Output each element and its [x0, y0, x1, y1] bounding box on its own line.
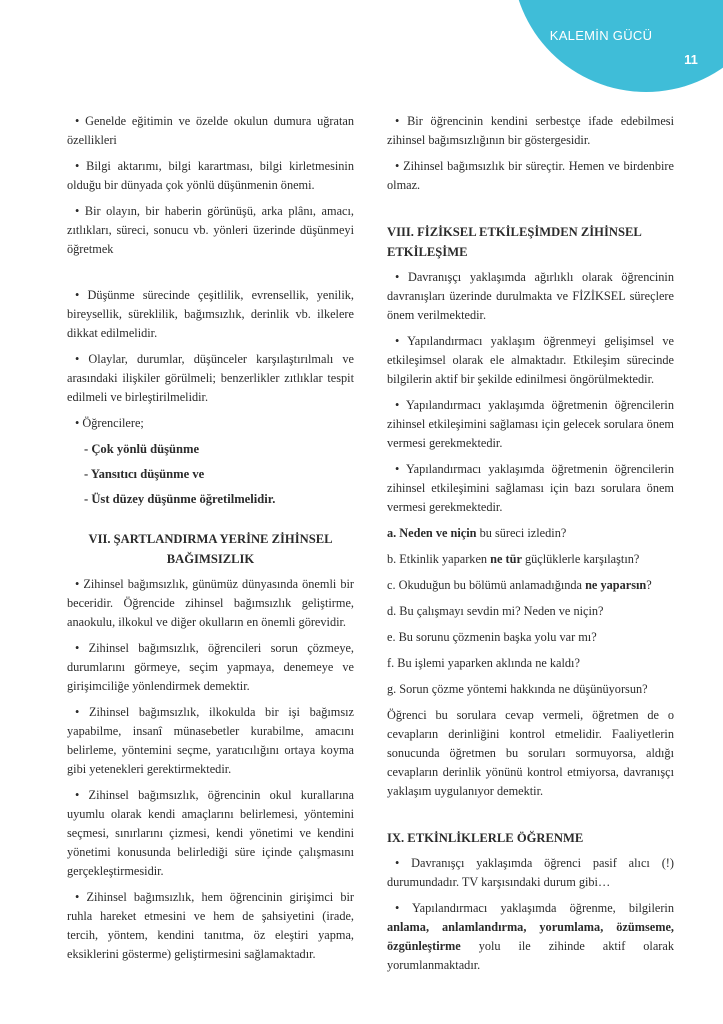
paragraph: • Yapılandırmacı yaklaşımda öğretmenin öğrencilerin zihinsel etkileşimini sağlaması için bazı sorulara önem vermesi gerekmektedir.: [387, 462, 674, 514]
paragraph-text: • Yapılandırmacı yaklaşımda öğrenme, bilgilerin: [395, 901, 674, 915]
question-e: e. Bu sorunu çözmenin başka yolu var mı?: [387, 630, 597, 644]
section-heading: IX. ETKİNLİKLERLE ÖĞRENME: [387, 831, 584, 845]
section-heading: VII. ŞARTLANDIRMA YERİNE ZİHİNSEL BAĞIMSIZLIK: [88, 532, 333, 566]
list-item: - Çok yönlü düşünme: [84, 442, 200, 456]
left-column: [67, 112, 354, 971]
paragraph: Öğrenci bu sorulara cevap vermeli, öğretmen de o cevapların derinliğini kontrol etmelidir. Faaliyetlerin sonucunda öğretmen bu soruları sormuyorsa, aldığı cevapların derinlik yönünü kontrol etmiyorsa, davranışçı yaklaşım uygulanıyor demektir.: [387, 708, 674, 798]
paragraph-emphasis: anlama, anlamlandırma, yorumlama, özümseme, özgünleştirme: [387, 920, 674, 953]
question-g: g. Sorun çözme yöntemi hakkında ne düşünüyorsun?: [387, 682, 648, 696]
question-f: f. Bu işlemi yaparken aklında ne kaldı?: [387, 656, 580, 670]
paragraph: • Zihinsel bağımsızlık, hem öğrencinin girişimci bir ruhla hareket etmesini ve hem de şahsiyetini (irade, tercih, yöntem, kendini tanıtma, öz eleştiri yapma, eksiklerini gösterme) geliştirmesini sağlamaktadır.: [67, 890, 354, 961]
list-item: - Yansıtıcı düşünme ve: [84, 467, 205, 481]
paragraph-text: yolu ile zihinde aktif olarak yorumlanmaktadır.: [387, 939, 674, 972]
paragraph: • Davranışçı yaklaşımda ağırlıklı olarak öğrencinin davranışları üzerinde durulmakta ve FİZİKSEL süreçlere önem verilmektedir.: [387, 270, 674, 322]
paragraph: • Zihinsel bağımsızlık, ilkokulda bir işi bağımsız yapabilme, insanî münasebetler kurabilme, amacını belirleme, yöntemini seçme, yaratıcılığını ortaya koyma gibi yetenekleri gerektirmektedir.: [67, 705, 354, 776]
paragraph: • Olaylar, durumlar, düşünceler karşılaştırılmalı ve arasındaki ilişkiler görülmeli; benzerlikler zıtlıklar tespit edilmeli ve birleştirilmelidir.: [67, 352, 354, 404]
paragraph: • Bir öğrencinin kendini serbestçe ifade edebilmesi zihinsel bağımsızlığının bir göstergesidir.: [387, 114, 674, 147]
page-number: 11: [684, 52, 698, 67]
paragraph: • Davranışçı yaklaşımda öğrenci pasif alıcı (!) durumundadır. TV karşısındaki durum gibi…: [387, 856, 674, 889]
paragraph: • Zihinsel bağımsızlık bir süreçtir. Hemen ve birdenbire olmaz.: [387, 159, 674, 192]
paragraph: • Zihinsel bağımsızlık, öğrencileri sorun çözmeye, durumlarını görmeye, seçim yapmaya, denemeye ve girişimciliğe yönlendirmek demektir.: [67, 641, 354, 693]
paragraph: • Zihinsel bağımsızlık, günümüz dünyasında önemli bir beceridir. Öğrencide zihinsel bağımsızlık geliştirme, anaokulu, ilkokul ve diğer okulların en önemli görevidir.: [67, 577, 354, 629]
paragraph: • Düşünme sürecinde çeşitlilik, evrensellik, yenilik, bireysellik, süreklilik, bağımsızlık, derinlik vb. ilkelere dikkat edilmelidir.: [67, 288, 354, 340]
paragraph: [387, 899, 674, 975]
question-text: b. Etkinlik yaparken: [387, 552, 491, 566]
question-c: [387, 576, 674, 595]
question-emphasis: ne tür: [490, 552, 522, 566]
question-text: c. Okuduğun bu bölümü anlamadığında: [387, 578, 586, 592]
paragraph: • Bilgi aktarımı, bilgi karartması, bilgi kirletmesinin olduğu bir dünyada çok yönlü düşünmenin önemi.: [67, 159, 354, 192]
paragraph: • Zihinsel bağımsızlık, öğrencinin okul kurallarına uyumlu olarak kendi amaçlarını belirlemesi, yöntemini seçmesi, sınırlarını çizmesi, kendi yönetimi ve kendini yönetimi konusunda belirlediği süre içinde çalışmasını gerçekleştirmesidir.: [67, 788, 354, 878]
question-text: bu süreci izledin?: [476, 526, 567, 540]
question-d: d. Bu çalışmayı sevdin mi? Neden ve niçin?: [387, 604, 604, 618]
paragraph: • Öğrencilere;: [75, 416, 144, 430]
question-text: güçlüklerle karşılaştın?: [521, 552, 640, 566]
question-emphasis: a. Neden ve niçin: [387, 526, 477, 540]
question-b: [387, 550, 674, 569]
paragraph: • Yapılandırmacı yaklaşım öğrenmeyi gelişimsel ve etkileşimsel olarak ele almaktadır. Etkileşim sürecinde bilgilerin aktif bir şekilde edinilmesi öngörülmektedir.: [387, 334, 674, 386]
question-text: ?: [646, 578, 652, 592]
header-badge: [512, 0, 723, 92]
paragraph: • Yapılandırmacı yaklaşımda öğretmenin öğrencilerin zihinsel etkileşimini sağlaması için gelecek sorulara önem vermesi gerekmektedir.: [387, 398, 674, 450]
brand-title: KALEMİN GÜCÜ: [549, 28, 653, 43]
question-emphasis: ne yaparsın: [585, 578, 647, 592]
question-a: [387, 524, 674, 543]
section-heading: VIII. FİZİKSEL ETKİLEŞİMDEN ZİHİNSEL ETKİLEŞİME: [387, 225, 642, 259]
list-item: - Üst düzey düşünme öğretilmelidir.: [84, 492, 276, 506]
paragraph: • Genelde eğitimin ve özelde okulun dumura uğratan özellikleri: [67, 114, 354, 147]
paragraph: • Bir olayın, bir haberin görünüşü, arka plânı, amacı, zıtlıkları, süreci, sonucu vb. yönleri üzerinde düşünmeyi öğretmek: [67, 204, 354, 256]
right-column: [387, 112, 674, 982]
